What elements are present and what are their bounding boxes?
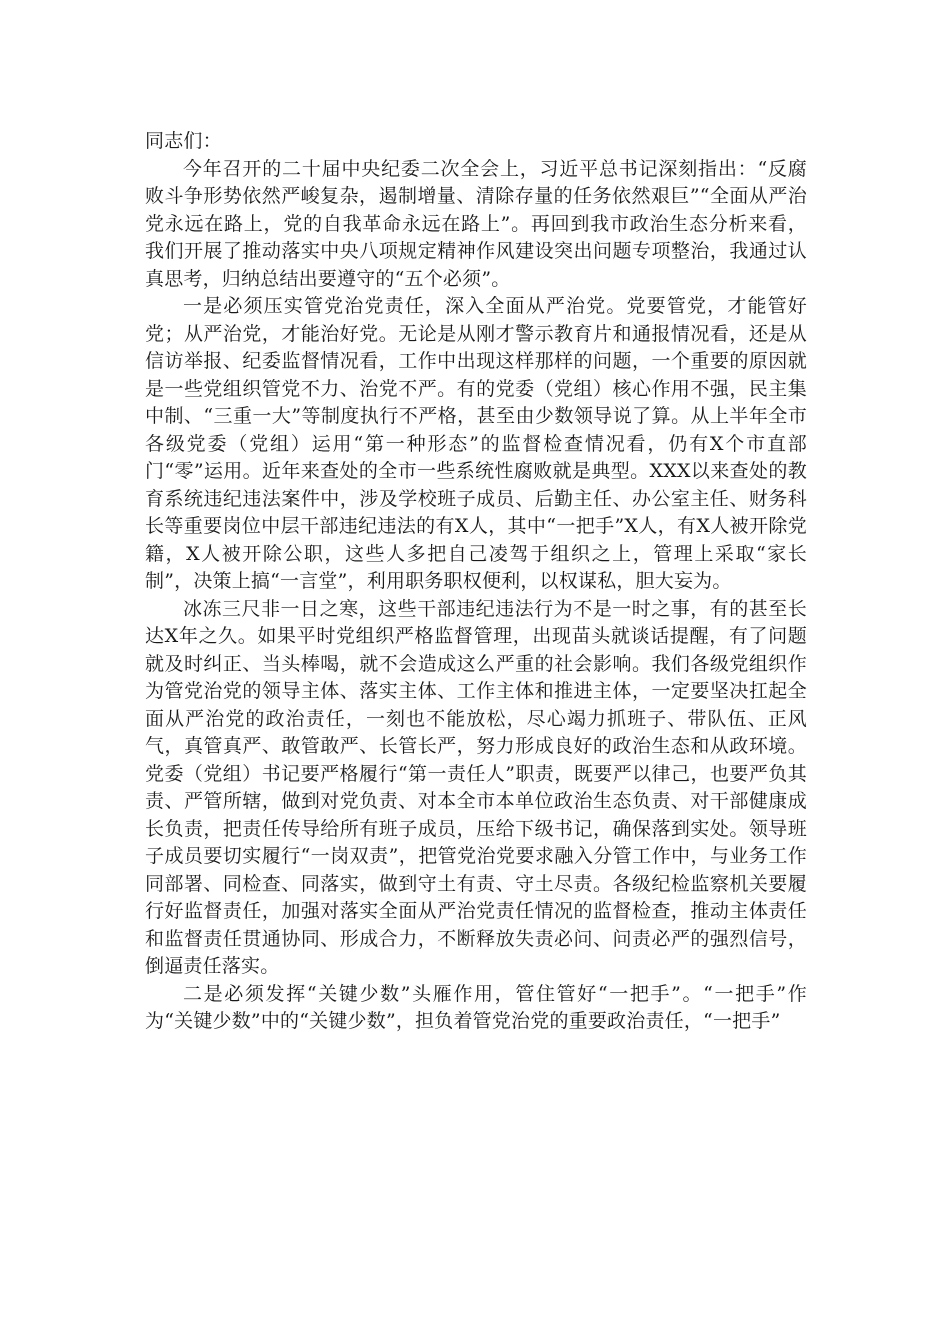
- salutation: 同志们：: [145, 130, 222, 152]
- document-body: [145, 128, 807, 1036]
- paragraph-point-one: 一是必须压实管党治党责任，深入全面从严治党。党要管党，才能管好党；从严治党，才能治好党。无论是从刚才警示教育片和通报情况看，还是从信访举报、纪委监督情况看，工作中出现这样那样的问题，一个重要的原因就是一些党组织管党不力、治党不严。有的党委（党组）核心作用不强，民主集中制、“三重一大”等制度执行不严格，甚至由少数领导说了算。从上半年全市各级党委（党组）运用“第一种形态”的监督检查情况看，仍有X个市直部门“零”运用。近年来查处的全市一些系统性腐败就是典型。XXX以来查处的教育系统违纪违法案件中，涉及学校班子成员、后勤主任、办公室主任、财务科长等重要岗位中层干部违纪违法的有X人，其中“一把手”X人，有X人被开除党籍，X人被开除公职，这些人多把自己凌驾于组织之上，管理上采取“家长制”，决策上搞“一言堂”，利用职务职权便利，以权谋私，胆大妄为。: [145, 295, 807, 592]
- paragraph-point-one-continued: 冰冻三尺非一日之寒，这些干部违纪违法行为不是一时之事，有的甚至长达X年之久。如果平时党组织严格监督管理，出现苗头就谈话提醒，有了问题就及时纠正、当头棒喝，就不会造成这么严重的社会影响。我们各级党组织作为管党治党的领导主体、落实主体、工作主体和推进主体，一定要坚决扛起全面从严治党的政治责任，一刻也不能放松，尽心竭力抓班子、带队伍、正风气，真管真严、敢管敢严、长管长严，努力形成良好的政治生态和从政环境。党委（党组）书记要严格履行“第一责任人”职责，既要严以律己，也要严负其责、严管所辖，做到对党负责、对本全市本单位政治生态负责、对干部健康成长负责，把责任传导给所有班子成员，压给下级书记，确保落到实处。领导班子成员要切实履行“一岗双责”，把管党治党要求融入分管工作中，与业务工作同部署、同检查、同落实，做到守土有责、守土尽责。各级纪检监察机关要履行好监督责任，加强对落实全面从严治党责任情况的监督检查，推动主体责任和监督责任贯通协同、形成合力，不断释放失责必问、问责必严的强烈信号，倒逼责任落实。: [145, 597, 807, 977]
- paragraph-point-two: 二是必须发挥“关键少数”头雁作用，管住管好“一把手”。“一把手”作为“关键少数”中的“关键少数”，担负着管党治党的重要政治责任，“一把手”: [145, 982, 807, 1032]
- paragraph-intro: 今年召开的二十届中央纪委二次全会上，习近平总书记深刻指出：“反腐败斗争形势依然严峻复杂，遏制增量、清除存量的任务依然艰巨”“全面从严治党永远在路上，党的自我革命永远在路上”。再回到我市政治生态分析来看，我们开展了推动落实中央八项规定精神作风建设突出问题专项整治，我通过认真思考，归纳总结出要遵守的“五个必须”。: [145, 157, 807, 290]
